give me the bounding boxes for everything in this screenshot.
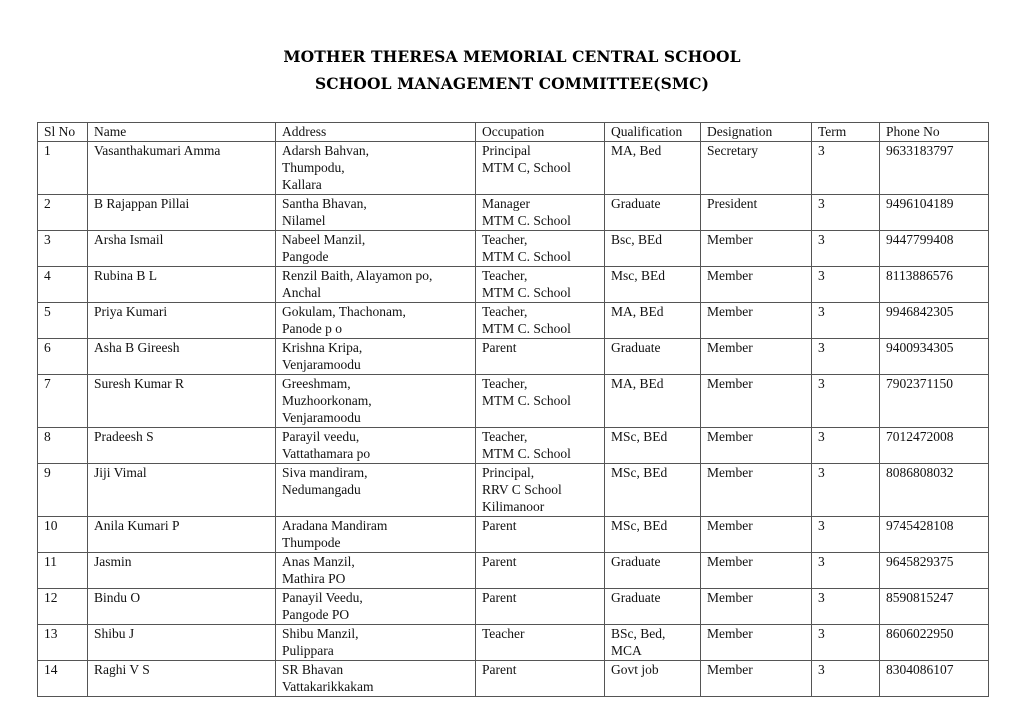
cell-address-line: Greeshmam, xyxy=(282,376,351,391)
table-row xyxy=(38,375,989,428)
cell-term: 3 xyxy=(812,195,880,231)
col-header-phone-no: Phone No xyxy=(880,123,989,142)
cell-occupation-line: Parent xyxy=(482,590,517,605)
cell-designation: Member xyxy=(701,464,812,517)
cell-address-line: Vattathamara po xyxy=(282,446,371,461)
cell-occupation-line: Teacher, xyxy=(482,376,528,391)
cell-qualification-line: Graduate xyxy=(611,196,661,211)
cell-occupation xyxy=(476,142,605,195)
cell-term: 3 xyxy=(812,625,880,661)
cell-address-line: Pangode PO xyxy=(282,607,350,622)
table-row xyxy=(38,589,989,625)
cell-sl-no: 2 xyxy=(38,195,88,231)
table-row xyxy=(38,267,989,303)
cell-qualification-line: MSc, BEd xyxy=(611,429,668,444)
cell-name: Anila Kumari P xyxy=(88,517,276,553)
cell-occupation xyxy=(476,661,605,697)
cell-term: 3 xyxy=(812,231,880,267)
cell-qualification xyxy=(605,375,701,428)
cell-qualification-line: MCA xyxy=(611,643,642,658)
cell-qualification-line: Graduate xyxy=(611,554,661,569)
table-row xyxy=(38,339,989,375)
cell-qualification xyxy=(605,517,701,553)
cell-qualification xyxy=(605,195,701,231)
table-header-row xyxy=(38,123,989,142)
cell-term: 3 xyxy=(812,303,880,339)
cell-occupation-line: MTM C. School xyxy=(482,393,571,408)
cell-qualification xyxy=(605,589,701,625)
cell-occupation xyxy=(476,195,605,231)
cell-name: Priya Kumari xyxy=(88,303,276,339)
cell-qualification-line: MSc, BEd xyxy=(611,465,668,480)
col-header-occupation: Occupation xyxy=(476,123,605,142)
cell-occupation xyxy=(476,267,605,303)
committee-title: SCHOOL MANAGEMENT COMMITTEE(SMC) xyxy=(314,74,710,93)
cell-sl-no: 12 xyxy=(38,589,88,625)
cell-name: Vasanthakumari Amma xyxy=(88,142,276,195)
cell-address-line: Panayil Veedu, xyxy=(282,590,363,605)
cell-address xyxy=(276,428,476,464)
cell-qualification xyxy=(605,303,701,339)
table-row xyxy=(38,428,989,464)
table-row xyxy=(38,464,989,517)
cell-sl-no: 8 xyxy=(38,428,88,464)
cell-designation: Member xyxy=(701,428,812,464)
cell-address-line: Venjaramoodu xyxy=(282,410,361,425)
cell-name: Suresh Kumar R xyxy=(88,375,276,428)
cell-occupation-line: RRV C School xyxy=(482,482,562,497)
cell-address xyxy=(276,231,476,267)
cell-qualification xyxy=(605,625,701,661)
col-header-address: Address xyxy=(276,123,476,142)
cell-term: 3 xyxy=(812,267,880,303)
cell-qualification-line: Msc, BEd xyxy=(611,268,665,283)
cell-address-line: SR Bhavan xyxy=(282,662,344,677)
cell-term: 3 xyxy=(812,464,880,517)
cell-name: Jasmin xyxy=(88,553,276,589)
cell-name: Pradeesh S xyxy=(88,428,276,464)
cell-occupation-line: Principal, xyxy=(482,465,535,480)
cell-term: 3 xyxy=(812,517,880,553)
col-header-name: Name xyxy=(88,123,276,142)
cell-qualification xyxy=(605,142,701,195)
cell-phone-no: 9496104189 xyxy=(880,195,989,231)
cell-occupation xyxy=(476,231,605,267)
cell-occupation xyxy=(476,375,605,428)
col-header-qualification: Qualification xyxy=(605,123,701,142)
cell-address xyxy=(276,339,476,375)
cell-name: Shibu J xyxy=(88,625,276,661)
cell-address-line: Santha Bhavan, xyxy=(282,196,367,211)
cell-occupation-line: Teacher, xyxy=(482,304,528,319)
cell-occupation xyxy=(476,303,605,339)
cell-qualification-line: Bsc, BEd xyxy=(611,232,663,247)
col-header-sl-no: Sl No xyxy=(38,123,88,142)
cell-qualification xyxy=(605,339,701,375)
cell-address-line: Panode p o xyxy=(282,321,342,336)
cell-designation: Member xyxy=(701,589,812,625)
cell-designation: Member xyxy=(701,625,812,661)
cell-occupation-line: MTM C. School xyxy=(482,249,571,264)
cell-qualification xyxy=(605,231,701,267)
cell-sl-no: 7 xyxy=(38,375,88,428)
cell-designation: Member xyxy=(701,661,812,697)
cell-occupation-line: MTM C. School xyxy=(482,213,571,228)
cell-occupation-line: MTM C. School xyxy=(482,446,571,461)
cell-occupation-line: Teacher xyxy=(482,626,525,641)
cell-address-line: Nedumangadu xyxy=(282,482,361,497)
cell-qualification xyxy=(605,267,701,303)
cell-address-line: Vattakarikkakam xyxy=(282,679,374,694)
cell-designation: Member xyxy=(701,339,812,375)
cell-phone-no: 7012472008 xyxy=(880,428,989,464)
smc-members-table xyxy=(37,122,989,697)
cell-name: Asha B Gireesh xyxy=(88,339,276,375)
cell-address-line: Kallara xyxy=(282,177,322,192)
cell-address-line: Nilamel xyxy=(282,213,326,228)
cell-address-line: Thumpodu, xyxy=(282,160,345,175)
cell-qualification xyxy=(605,464,701,517)
cell-address xyxy=(276,553,476,589)
cell-term: 3 xyxy=(812,589,880,625)
cell-phone-no: 8304086107 xyxy=(880,661,989,697)
cell-address-line: Siva mandiram, xyxy=(282,465,368,480)
cell-address xyxy=(276,464,476,517)
cell-designation: Secretary xyxy=(701,142,812,195)
table-row xyxy=(38,625,989,661)
cell-name: B Rajappan Pillai xyxy=(88,195,276,231)
cell-name: Raghi V S xyxy=(88,661,276,697)
col-header-designation: Designation xyxy=(701,123,812,142)
cell-occupation-line: Principal xyxy=(482,143,531,158)
cell-address-line: Pulippara xyxy=(282,643,334,658)
cell-qualification-line: BSc, Bed, xyxy=(611,626,666,641)
cell-occupation-line: Teacher, xyxy=(482,232,528,247)
cell-phone-no: 9447799408 xyxy=(880,231,989,267)
cell-occupation-line: Teacher, xyxy=(482,268,528,283)
cell-name: Bindu O xyxy=(88,589,276,625)
cell-sl-no: 14 xyxy=(38,661,88,697)
cell-qualification-line: MSc, BEd xyxy=(611,518,668,533)
cell-address-line: Venjaramoodu xyxy=(282,357,361,372)
cell-sl-no: 9 xyxy=(38,464,88,517)
cell-sl-no: 4 xyxy=(38,267,88,303)
cell-occupation-line: Parent xyxy=(482,340,517,355)
cell-occupation xyxy=(476,625,605,661)
table-row xyxy=(38,553,989,589)
cell-occupation xyxy=(476,428,605,464)
cell-phone-no: 8086808032 xyxy=(880,464,989,517)
col-header-term: Term xyxy=(812,123,880,142)
cell-occupation-line: Parent xyxy=(482,518,517,533)
cell-phone-no: 8113886576 xyxy=(880,267,989,303)
table-row xyxy=(38,142,989,195)
cell-address-line: Adarsh Bahvan, xyxy=(282,143,369,158)
cell-phone-no: 8590815247 xyxy=(880,589,989,625)
cell-sl-no: 3 xyxy=(38,231,88,267)
cell-qualification-line: MA, BEd xyxy=(611,376,664,391)
cell-phone-no: 8606022950 xyxy=(880,625,989,661)
cell-qualification-line: MA, BEd xyxy=(611,304,664,319)
cell-occupation-line: Teacher, xyxy=(482,429,528,444)
cell-address-line: Aradana Mandiram xyxy=(282,518,388,533)
cell-address xyxy=(276,661,476,697)
cell-address-line: Anchal xyxy=(282,285,321,300)
cell-phone-no: 9745428108 xyxy=(880,517,989,553)
cell-address xyxy=(276,517,476,553)
cell-term: 3 xyxy=(812,553,880,589)
cell-address-line: Muzhoorkonam, xyxy=(282,393,372,408)
cell-occupation-line: Manager xyxy=(482,196,530,211)
cell-occupation xyxy=(476,553,605,589)
cell-address xyxy=(276,195,476,231)
cell-address xyxy=(276,303,476,339)
cell-address-line: Anas Manzil, xyxy=(282,554,355,569)
cell-address xyxy=(276,142,476,195)
cell-occupation-line: Parent xyxy=(482,662,517,677)
cell-phone-no: 9400934305 xyxy=(880,339,989,375)
cell-qualification-line: Graduate xyxy=(611,340,661,355)
cell-qualification xyxy=(605,661,701,697)
table-body xyxy=(38,142,989,697)
table-row xyxy=(38,661,989,697)
cell-term: 3 xyxy=(812,661,880,697)
cell-term: 3 xyxy=(812,142,880,195)
cell-term: 3 xyxy=(812,428,880,464)
cell-address-line: Renzil Baith, Alayamon po, xyxy=(282,268,433,283)
cell-name: Rubina B L xyxy=(88,267,276,303)
cell-occupation-line: MTM C. School xyxy=(482,321,571,336)
cell-sl-no: 5 xyxy=(38,303,88,339)
cell-phone-no: 9633183797 xyxy=(880,142,989,195)
cell-address xyxy=(276,267,476,303)
cell-sl-no: 6 xyxy=(38,339,88,375)
cell-designation: Member xyxy=(701,231,812,267)
cell-occupation xyxy=(476,589,605,625)
cell-qualification-line: Govt job xyxy=(611,662,659,677)
cell-address-line: Mathira PO xyxy=(282,571,346,586)
cell-name: Jiji Vimal xyxy=(88,464,276,517)
table-row xyxy=(38,517,989,553)
cell-occupation xyxy=(476,339,605,375)
cell-address xyxy=(276,625,476,661)
table-row xyxy=(38,303,989,339)
cell-address xyxy=(276,375,476,428)
cell-designation: Member xyxy=(701,267,812,303)
cell-designation: Member xyxy=(701,517,812,553)
cell-address-line: Krishna Kripa, xyxy=(282,340,363,355)
table-row xyxy=(38,195,989,231)
cell-sl-no: 10 xyxy=(38,517,88,553)
cell-address xyxy=(276,589,476,625)
cell-address-line: Parayil veedu, xyxy=(282,429,360,444)
cell-sl-no: 1 xyxy=(38,142,88,195)
cell-address-line: Pangode xyxy=(282,249,329,264)
school-title: MOTHER THERESA MEMORIAL CENTRAL SCHOOL xyxy=(283,47,741,66)
cell-occupation-line: Kilimanoor xyxy=(482,499,545,514)
cell-designation: Member xyxy=(701,375,812,428)
cell-designation: President xyxy=(701,195,812,231)
cell-phone-no: 9645829375 xyxy=(880,553,989,589)
cell-sl-no: 13 xyxy=(38,625,88,661)
cell-qualification-line: MA, Bed xyxy=(611,143,662,158)
cell-qualification-line: Graduate xyxy=(611,590,661,605)
cell-address-line: Nabeel Manzil, xyxy=(282,232,366,247)
cell-name: Arsha Ismail xyxy=(88,231,276,267)
cell-occupation xyxy=(476,464,605,517)
cell-occupation-line: MTM C. School xyxy=(482,285,571,300)
cell-address-line: Gokulam, Thachonam, xyxy=(282,304,406,319)
cell-phone-no: 9946842305 xyxy=(880,303,989,339)
cell-occupation-line: Parent xyxy=(482,554,517,569)
cell-sl-no: 11 xyxy=(38,553,88,589)
cell-occupation-line: MTM C, School xyxy=(482,160,571,175)
cell-term: 3 xyxy=(812,339,880,375)
cell-qualification xyxy=(605,553,701,589)
cell-designation: Member xyxy=(701,553,812,589)
cell-designation: Member xyxy=(701,303,812,339)
cell-qualification xyxy=(605,428,701,464)
cell-term: 3 xyxy=(812,375,880,428)
cell-occupation xyxy=(476,517,605,553)
cell-address-line: Thumpode xyxy=(282,535,341,550)
table-row xyxy=(38,231,989,267)
cell-address-line: Shibu Manzil, xyxy=(282,626,359,641)
cell-phone-no: 7902371150 xyxy=(880,375,989,428)
